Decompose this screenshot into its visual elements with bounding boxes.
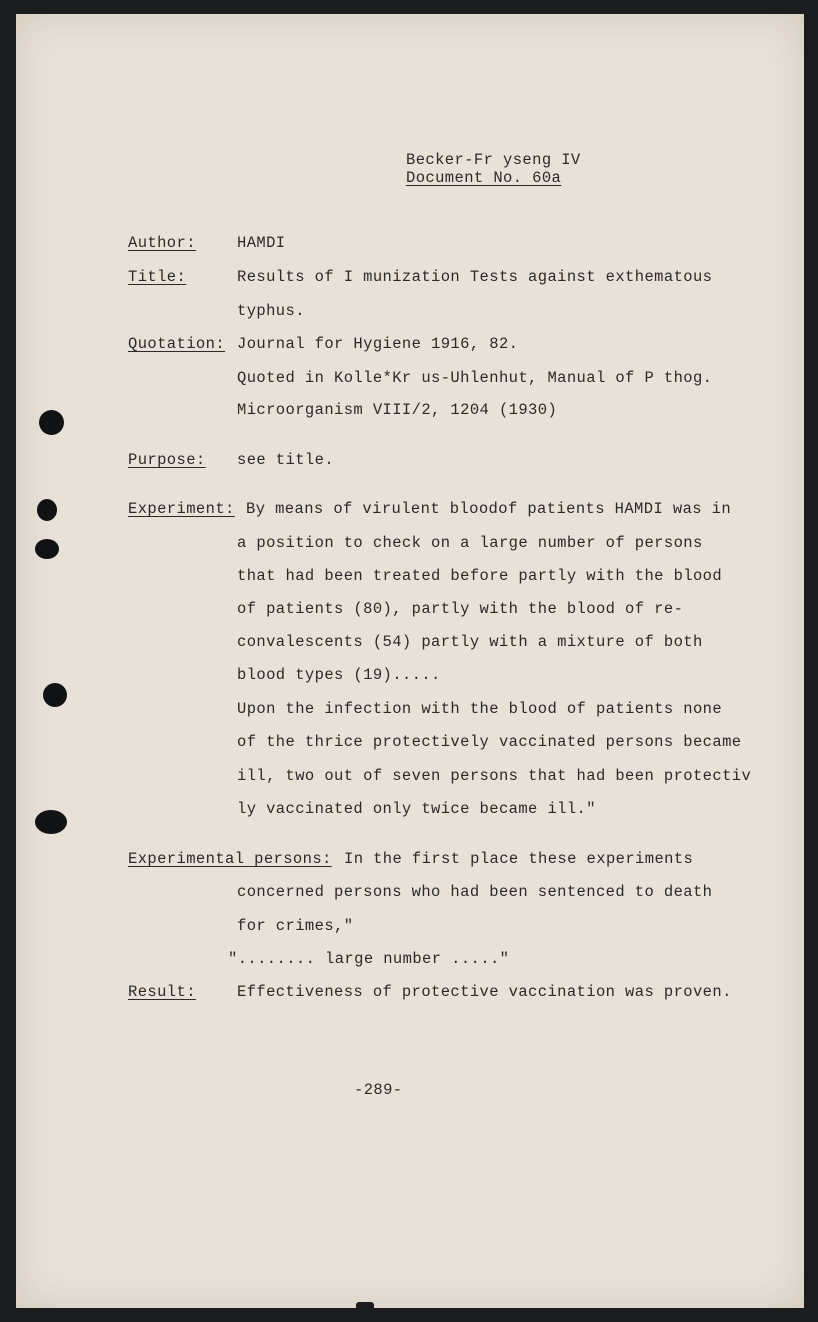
author-label: Author: [128,234,196,252]
header-document-number: Document No. 60a [406,169,562,187]
experiment-line: By means of virulent bloodof patients HAMDI was in [246,500,732,518]
experimental-persons-line: "........ large number ....." [228,950,510,968]
experimental-persons-line: for crimes," [237,917,354,935]
title-line: Results of I munization Tests against exthematous [237,268,713,286]
quotation-label: Quotation: [128,335,226,353]
quotation-line: Microorganism VIII/2, 1204 (1930) [237,401,558,419]
experiment-line: ill, two out of seven persons that had been protectiv [237,767,752,785]
punch-hole [35,539,59,559]
result-value: Effectiveness of protective vaccination was proven. [237,983,732,1001]
purpose-label: Purpose: [128,451,206,469]
experiment-line: a position to check on a large number of persons [237,534,703,552]
experimental-persons-label: Experimental persons: [128,850,332,868]
punch-hole [43,683,67,707]
result-label: Result: [128,983,196,1001]
title-line: typhus. [237,302,305,320]
page-number: -289- [354,1081,403,1099]
punch-hole [39,410,64,435]
header-case-line: Becker-Fr yseng IV [406,151,581,169]
experiment-line: that had been treated before partly with the blood [237,567,723,585]
experimental-persons-line: In the first place these experiments [344,850,694,868]
title-label: Title: [128,268,187,286]
quotation-line: Journal for Hygiene 1916, 82. [237,335,519,353]
experiment-line: convalescents (54) partly with a mixture of both [237,633,703,651]
punch-hole [35,810,67,834]
paper-edge-nick [356,1302,374,1308]
experiment-line: ly vaccinated only twice became ill." [237,800,596,818]
experiment-line: Upon the infection with the blood of patients none [237,700,723,718]
author-value: HAMDI [237,234,286,252]
document-page [16,14,804,1308]
quotation-line: Quoted in Kolle*Kr us-Uhlenhut, Manual of P thog. [237,369,713,387]
experiment-line: blood types (19)..... [237,666,441,684]
experiment-label: Experiment: [128,500,235,518]
purpose-value: see title. [237,451,335,469]
experimental-persons-line: concerned persons who had been sentenced to death [237,883,713,901]
experiment-line: of the thrice protectively vaccinated persons became [237,733,742,751]
punch-hole [37,499,57,521]
experiment-line: of patients (80), partly with the blood of re- [237,600,684,618]
